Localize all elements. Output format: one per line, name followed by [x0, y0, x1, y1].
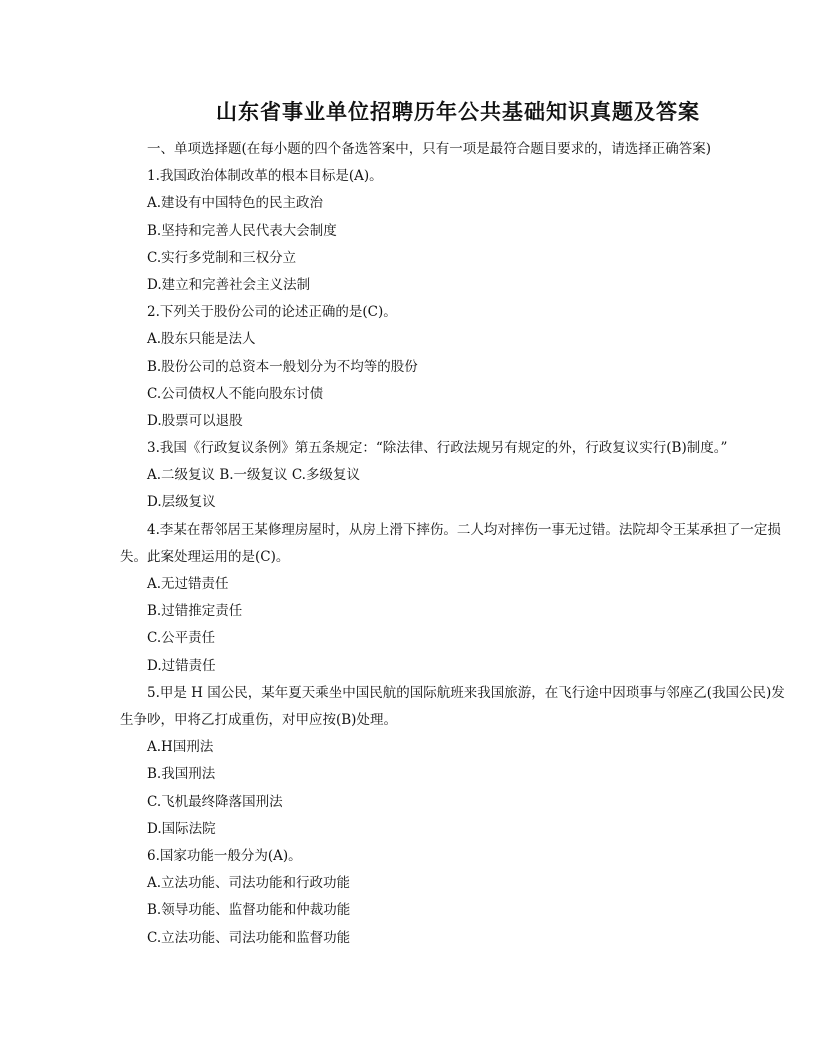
text-line: 一、单项选择题(在每小题的四个备选答案中，只有一项是最符合题目要求的，请选择正确答案) [147, 141, 712, 157]
text-line: A.立法功能、司法功能和行政功能 [147, 875, 351, 892]
text-line: 5.甲是 H 国公民，某年夏天乘坐中国民航的国际航班来我国旅游，在飞行途中因琐事与邻座乙(我国公民)发生争吵，甲将乙打成重伤，对甲应按(B)处理。 [120, 684, 785, 728]
text-line: A.建设有中国特色的民主政治 [147, 195, 324, 212]
text-line: 3.我国《行政复议条例》第五条规定：“除法律、行政法规另有规定的外，行政复议实行(B)制度。” [147, 440, 728, 457]
text-line: D.建立和完善社会主义法制 [147, 276, 311, 293]
text-line: D.过错责任 [147, 657, 216, 674]
text-line: C.公司债权人不能向股东讨债 [147, 385, 324, 402]
text-line: B.过错推定责任 [147, 603, 243, 620]
text-line: C.立法功能、司法功能和监督功能 [147, 929, 351, 946]
text-line: C.飞机最终降落国刑法 [147, 793, 283, 810]
text-line: C.公平责任 [147, 630, 216, 647]
text-line: A.股东只能是法人 [147, 331, 256, 348]
text-line: B.领导功能、监督功能和仲裁功能 [147, 902, 351, 919]
text-line: A.二级复议 B.一级复议 C.多级复议 [147, 467, 360, 484]
text-line: 4.李某在帮邻居王某修理房屋时，从房上滑下摔伤。二人均对摔伤一事无过错。法院却令王某承担了一定损失。此案处理运用的是(C)。 [120, 521, 781, 565]
text-line: D.层级复议 [147, 494, 216, 511]
text-line: B.坚持和完善人民代表大会制度 [147, 222, 337, 239]
text-line: A.无过错责任 [147, 576, 229, 593]
text-line: B.我国刑法 [147, 766, 216, 783]
text-line: 6.国家功能一般分为(A)。 [147, 847, 302, 864]
text-line: 2.下列关于股份公司的论述正确的是(C)。 [147, 304, 397, 321]
text-line: D.国际法院 [147, 820, 216, 837]
document-body [120, 136, 796, 952]
document-title: 山东省事业单位招聘历年公共基础知识真题及答案 [216, 99, 700, 124]
text-line: A.H国刑法 [147, 739, 214, 756]
text-line: 1.我国政治体制改革的根本目标是(A)。 [147, 168, 383, 185]
text-line: D.股票可以退股 [147, 412, 243, 429]
text-line: C.实行多党制和三权分立 [147, 249, 297, 266]
text-line: B.股份公司的总资本一般划分为不均等的股份 [147, 358, 418, 375]
